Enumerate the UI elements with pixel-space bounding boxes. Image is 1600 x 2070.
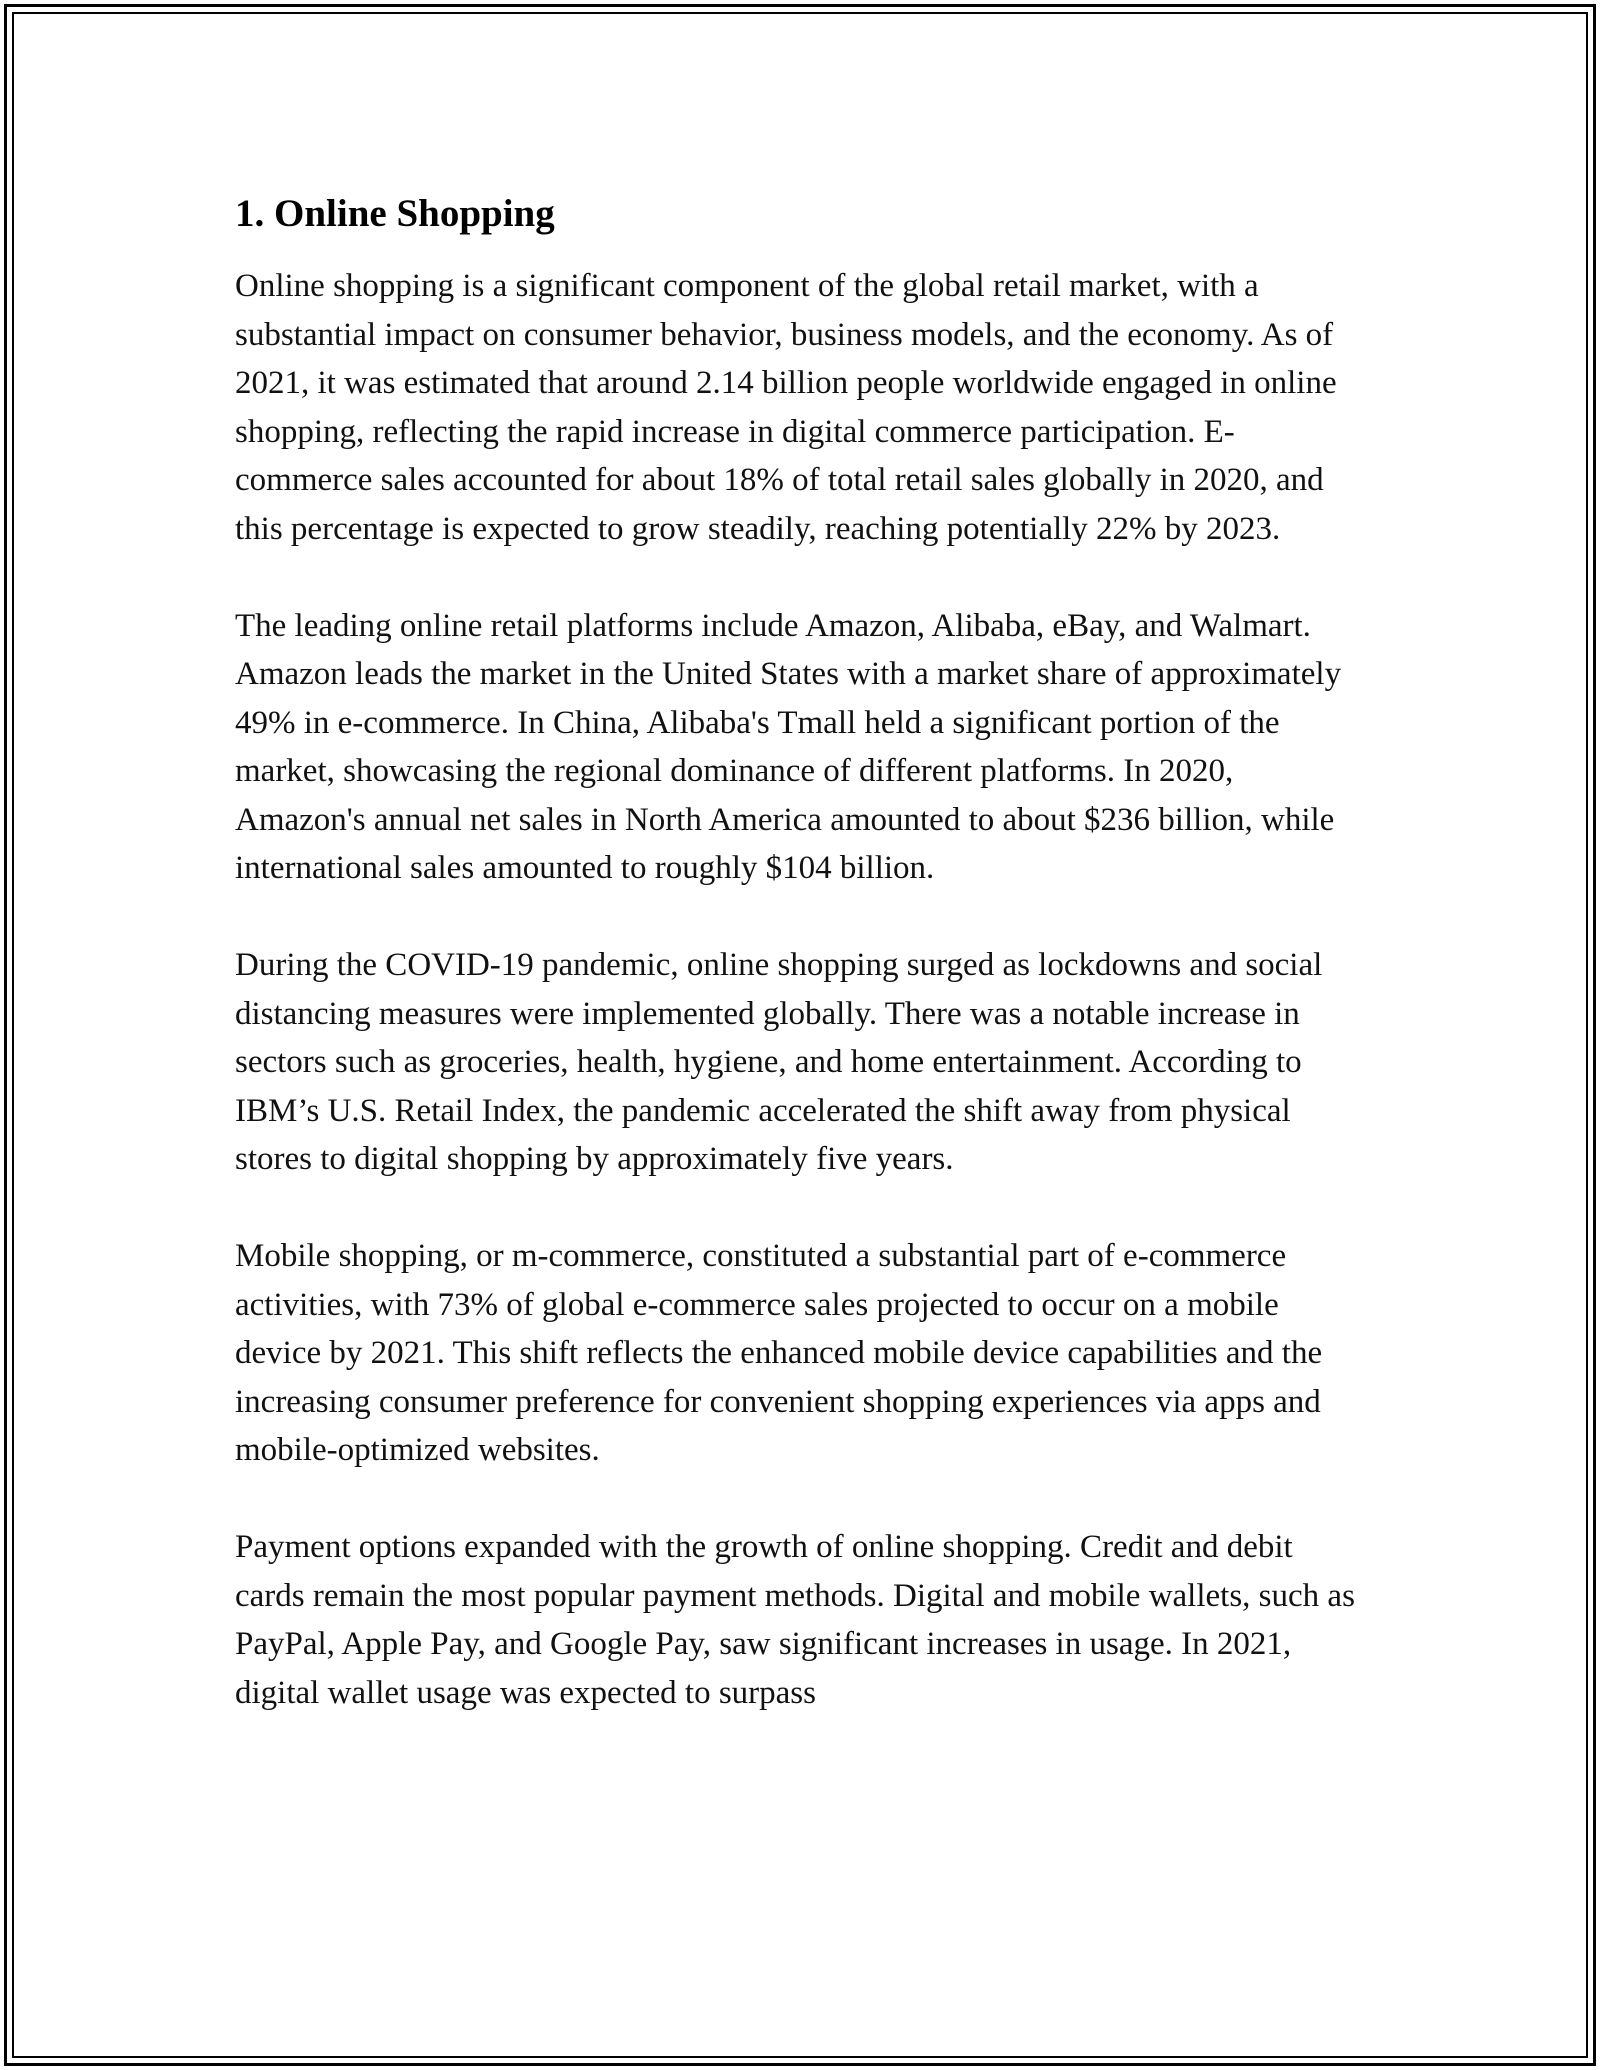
- paragraph-leading-platforms: The leading online retail platforms include Amazon, Alibaba, eBay, and Walmart. Amazon leads the market in the United States with a market share of approximately 49% in e-commerce. In China, Alibaba's Tmall held a significant portion of the market, showcasing the regional dominance of different platforms. In 2020, Amazon's annual net sales in North America amounted to about $236 billion, while international sales amounted to roughly $104 billion.: [235, 607, 1342, 886]
- paragraph-covid-impact: During the COVID-19 pandemic, online shopping surged as lockdowns and social distancing measures were implemented globally. There was a notable increase in sectors such as groceries, health, hygiene, and home entertainment. According to IBM’s U.S. Retail Index, the pandemic accelerated the shift away from physical stores to digital shopping by approximately five years.: [235, 947, 1323, 1177]
- document-body: [235, 186, 1355, 1766]
- paragraph-payment-options: Payment options expanded with the growth of online shopping. Credit and debit cards remain the most popular payment methods. Digital and mobile wallets, such as PayPal, Apple Pay, and Google Pay, saw significant increases in usage. In 2021, digital wallet usage was expected to surpass: [235, 1529, 1355, 1711]
- section-heading: 1. Online Shopping: [235, 192, 555, 235]
- paragraph-mobile-shopping: Mobile shopping, or m-commerce, constituted a substantial part of e-commerce activities, with 73% of global e-commerce sales projected to occur on a mobile device by 2021. This shift reflects the enhanced mobile device capabilities and the increasing consumer preference for convenient shopping experiences via apps and mobile-optimized websites.: [235, 1238, 1323, 1468]
- paragraph-online-shopping-overview: Online shopping is a significant component of the global retail market, with a substantial impact on consumer behavior, business models, and the economy. As of 2021, it was estimated that around 2.14 billion people worldwide engaged in online shopping, reflecting the rapid increase in digital commerce participation. E-commerce sales accounted for about 18% of total retail sales globally in 2020, and this percentage is expected to grow steadily, reaching potentially 22% by 2023.: [235, 268, 1337, 547]
